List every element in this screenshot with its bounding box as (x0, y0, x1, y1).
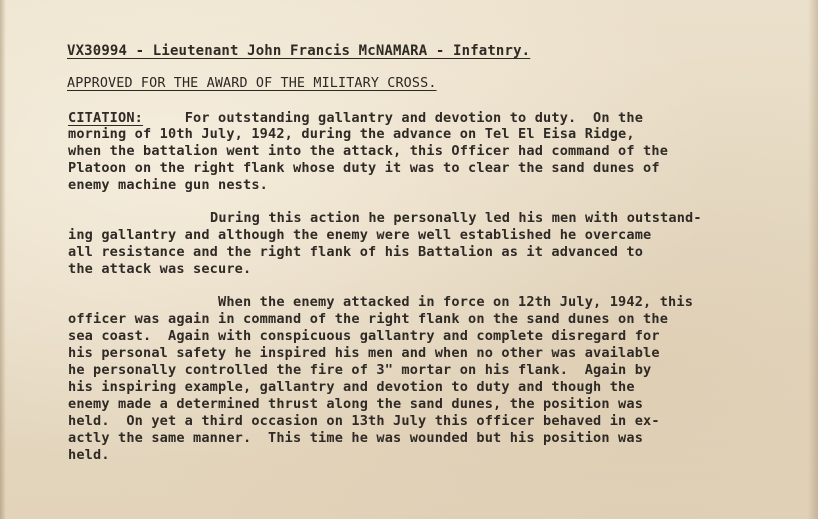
citation-line: Platoon on the right flank whose duty it was to clear the sand dunes of (68, 160, 660, 176)
citation-line (68, 110, 643, 126)
citation-line: enemy machine gun nests. (68, 177, 269, 193)
award-line: APPROVED FOR THE AWARD OF THE MILITARY CROSS. (67, 76, 437, 91)
citation-line: sea coast. Again with conspicuous gallantry and complete disregard for (68, 328, 660, 344)
citation-line: ing gallantry and although the enemy were well established he overcame (68, 227, 652, 243)
citation-line: his personal safety he inspired his men and when no other was available (68, 345, 660, 361)
citation-line: officer was again in command of the right flank on the sand dunes on the (68, 311, 669, 327)
citation-line: his inspiring example, gallantry and devotion to duty and though the (68, 379, 635, 395)
citation-line: when the battalion went into the attack, this Officer had command of the (68, 143, 669, 159)
citation-line: actly the same manner. This time he was wounded but his position was (68, 430, 644, 446)
citation-line: held. (68, 447, 110, 463)
citation-line: morning of 10th July, 1942, during the advance on Tel El Eisa Ridge, (68, 126, 635, 142)
citation-line: enemy made a determined thrust along the sand dunes, the position was (68, 396, 644, 412)
citation-line: held. On yet a third occasion on 13th July this officer behaved in ex- (68, 413, 660, 429)
citation-line: all resistance and the right flank of his Battalion as it advanced to (68, 244, 644, 260)
citation-line: When the enemy attacked in force on 12th July, 1942, this (218, 294, 694, 310)
document-heading: VX30994 - Lieutenant John Francis McNAMARA - Infatnry. (67, 43, 531, 59)
citation-line-text: For outstanding gallantry and devotion to duty. On the (184, 110, 644, 126)
citation-line: he personally controlled the fire of 3" mortar on his flank. Again by (68, 362, 652, 378)
citation-label: CITATION: (68, 110, 144, 126)
citation-line: During this action he personally led his men with outstand- (210, 210, 702, 226)
citation-line: the attack was secure. (68, 261, 252, 277)
